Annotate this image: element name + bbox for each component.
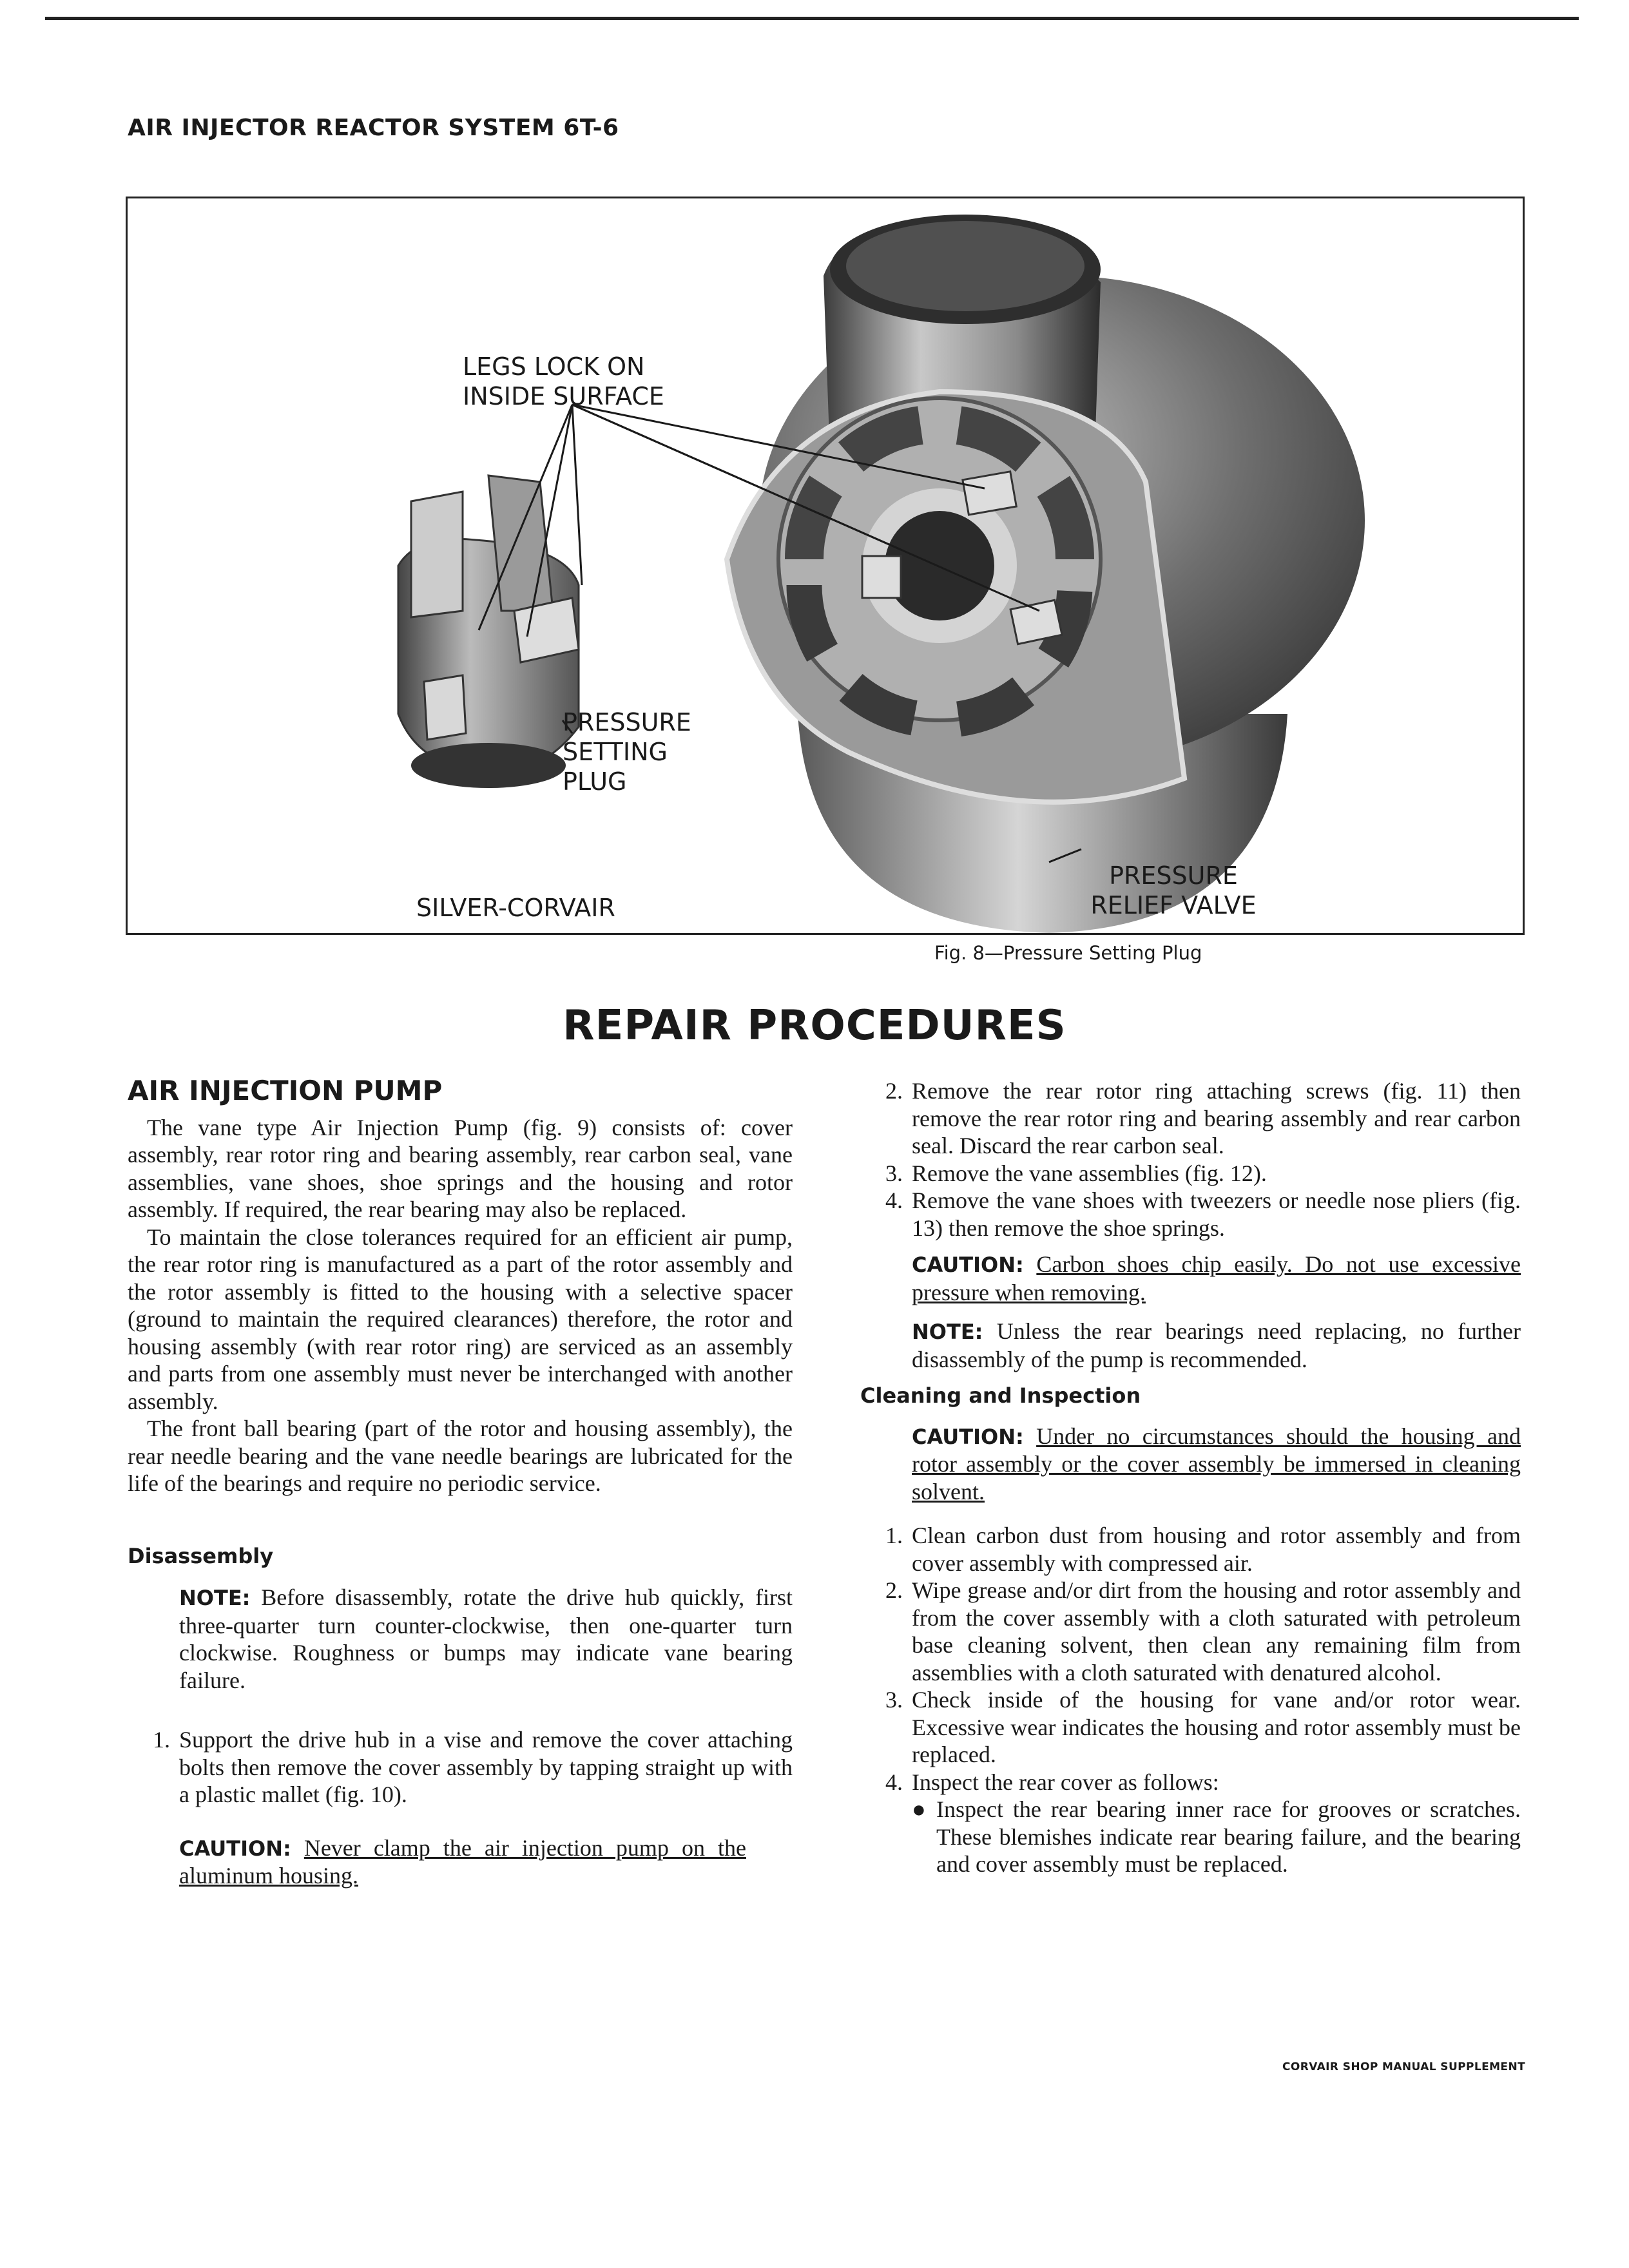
label-legs-lock-line2: INSIDE SURFACE [463,382,664,410]
step-text: Wipe grease and/or dirt from the housing and rotor assembly and from the cover assembly with a cloth saturated with petroleum base cleaning solvent, then clean any remaining film from assemblies with a cloth saturated with denatured alcohol. [912,1577,1521,1686]
label-plug-line3: PLUG [563,767,627,796]
list-item [860,1160,1521,1187]
list-item [860,1686,1521,1769]
list-item [128,1726,793,1809]
step-text: Clean carbon dust from housing and rotor assembly and from cover assembly with compressed air. [912,1523,1521,1576]
paragraph: To maintain the close tolerances required for an efficient air pump, the rear rotor ring is manufactured as a part of the rotor assembly and the rotor assembly is fitted to the housing with a selective spacer (ground to maintain the required clearances) therefore, the rotor and housing assembly (with rear rotor ring) are serviced as an assembly and parts from one assembly must never be interchanged with another assembly. [128,1224,793,1414]
caution-block [912,1423,1521,1506]
label-legs-lock-line1: LEGS LOCK ON [463,352,645,381]
step-text: Check inside of the housing for vane and/or rotor wear. Excessive wear indicates the housing and rotor assembly must be replaced. [912,1687,1521,1767]
step-number: 4. [885,1187,903,1213]
label-pressure-setting-plug [563,707,691,796]
list-item [860,1577,1521,1686]
note-text: Before disassembly, rotate the drive hub quickly, first three-quarter turn counter-clockwise, then one-quarter turn clockwise. Roughness or bumps may indicate vane bearing failure. [179,1584,793,1693]
label-relief-line1: PRESSURE [1109,861,1238,890]
list-item [860,1522,1521,1577]
section-title: REPAIR PROCEDURES [563,1002,1066,1050]
note-block [179,1584,793,1694]
step-text: Support the drive hub in a vise and remove the cover attaching bolts then remove the cover assembly by tapping straight up with a plastic mallet (fig. 10). [179,1727,793,1807]
label-relief-line2: RELIEF VALVE [1090,891,1257,919]
step-number: 2. [885,1577,903,1603]
note-block [912,1318,1521,1373]
step-number: 1. [153,1727,170,1753]
step-number: 4. [885,1769,903,1795]
page-footer: CORVAIR SHOP MANUAL SUPPLEMENT [1282,2061,1526,2073]
label-silver-corvair: SILVER-CORVAIR [416,894,615,922]
pressure-setting-plug [398,476,579,788]
heading-air-injection-pump: AIR INJECTION PUMP [128,1075,443,1106]
list-item [860,1077,1521,1160]
pump-illustration [128,198,1523,933]
label-relief-valve [1086,861,1260,920]
list-item [860,1769,1521,1796]
heading-disassembly: Disassembly [128,1543,274,1568]
step-number: 3. [885,1687,903,1713]
caution-label: CAUTION: [912,1424,1024,1449]
paragraph: The front ball bearing (part of the rotor and housing assembly), the rear needle bearing and the vane needle bearings are lubricated for the life of the bearings and require no periodic service. [128,1416,793,1496]
label-legs-lock [463,352,664,411]
caution-block [912,1251,1521,1306]
caution-text: Carbon shoes chip easily. Do not use excessive pressure when removing. [912,1251,1521,1305]
caution-text: Never clamp the air injection pump on the aluminum housing. [179,1834,746,1888]
bullet-dot-icon: ● [912,1796,926,1822]
caution-text: Under no circumstances should the housing and rotor assembly or the cover assembly be immersed in cleaning solvent. [912,1423,1521,1504]
caution-label: CAUTION: [912,1253,1024,1277]
step-text: Remove the vane assemblies (fig. 12). [912,1160,1267,1186]
paragraph: The vane type Air Injection Pump (fig. 9) consists of: cover assembly, rear rotor ring and bearing assembly, rear carbon seal, vane assemblies, vane shoes, shoe springs and the housing and rotor assembly. If required, the rear bearing may also be replaced. [128,1114,793,1222]
bullet-text: Inspect the rear bearing inner race for grooves or scratches. These blemishes indicate rear bearing failure, and the bearing and cover assembly must be replaced. [936,1796,1521,1877]
step-text: Remove the vane shoes with tweezers or needle nose pliers (fig. 13) then remove the shoe springs. [912,1187,1521,1241]
right-column [860,1077,1521,1878]
caution-block [179,1834,746,1890]
label-plug-line2: SETTING [563,738,668,766]
top-rule [45,17,1579,20]
label-plug-line1: PRESSURE [563,708,691,736]
caution-label: CAUTION: [179,1836,291,1861]
list-item [860,1187,1521,1242]
heading-cleaning-inspection: Cleaning and Inspection [860,1383,1141,1408]
bullet-item [912,1796,1521,1878]
step-number: 2. [885,1078,903,1104]
figure-caption: Fig. 8—Pressure Setting Plug [934,942,1202,964]
note-label: NOTE: [912,1320,983,1344]
step-number: 3. [885,1160,903,1186]
note-text: Unless the rear bearings need replacing, no further disassembly of the pump is recommended. [912,1318,1521,1372]
figure-pressure-setting-plug [126,197,1525,935]
step-text: Inspect the rear cover as follows: [912,1769,1219,1795]
step-text: Remove the rear rotor ring attaching screws (fig. 11) then remove the rear rotor ring and bearing assembly and rear carbon seal. Discard the rear carbon seal. [912,1078,1521,1158]
note-label: NOTE: [179,1586,251,1610]
step-number: 1. [885,1523,903,1548]
page-header: AIR INJECTOR REACTOR SYSTEM 6T-6 [128,115,619,141]
left-column [128,1077,793,1890]
